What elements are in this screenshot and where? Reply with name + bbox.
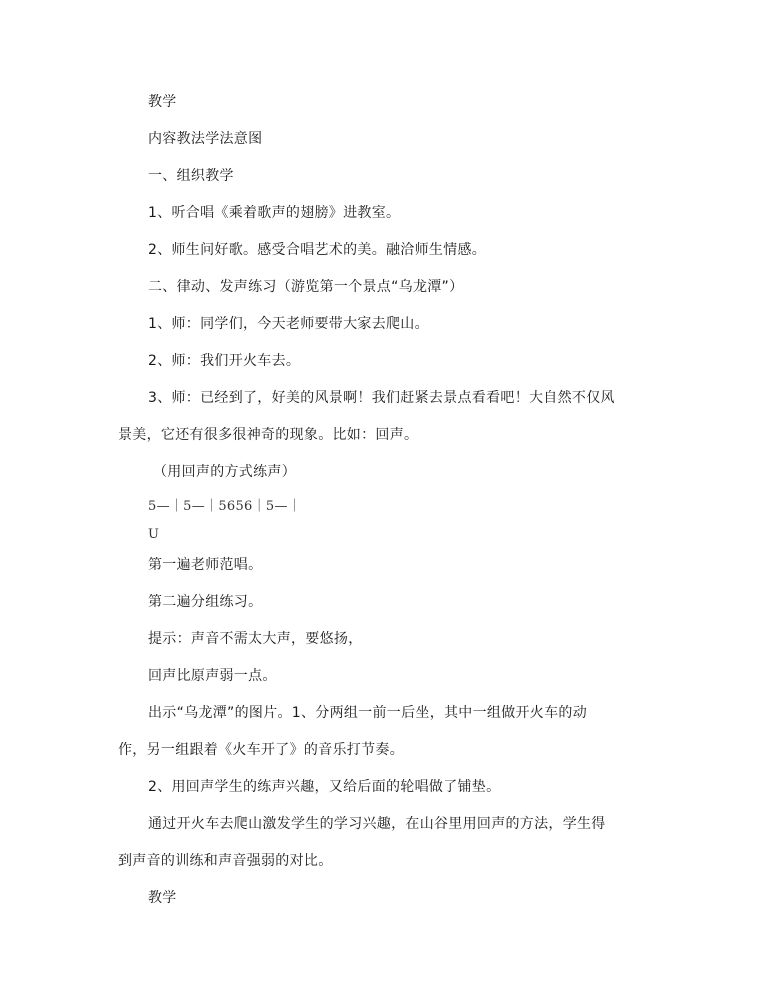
section-heading: 教学 [148,94,177,110]
paragraph-line: 1、听合唱《乘着歌声的翅膀》进教室。 [148,205,401,221]
paragraph-line: 作，另一组跟着《火车开了》的音乐打节奏。 [118,742,404,758]
paragraph-line: 1、师：同学们，今天老师要带大家去爬山。 [148,316,429,332]
paragraph-line: 通过开火车去爬山激发学生的学习兴趣，在山谷里用回声的方法，学生得 [148,816,606,832]
paragraph-line: 2、师生问好歌。感受合唱艺术的美。融洽师生情感。 [148,242,487,258]
paragraph-line: 到声音的训练和声音强弱的对比。 [118,853,333,869]
paragraph-line: 景美，它还有很多很神奇的现象。比如：回声。 [118,427,419,443]
paragraph-line: 3、师：已经到了，好美的风景啊！我们赶紧去景点看看吧！大自然不仅风 [148,390,615,406]
paragraph-line: 提示：声音不需太大声，要悠扬， [148,631,363,647]
section-heading: 教学 [148,890,177,906]
paragraph-line: 2、师：我们开火车去。 [148,353,301,369]
paragraph-line: 出示“乌龙潭”的图片。1、分两组一前一后坐，其中一组做开火车的动 [148,705,588,721]
section-heading: 二、律动、发声练习（游览第一个景点“乌龙潭”） [148,279,464,295]
column-header-line: 内容教法学法意图 [148,131,263,147]
paragraph-line: 第一遍老师范唱。 [148,557,263,573]
music-notation-mark: U [148,527,160,542]
paragraph-line: 2、用回声学生的练声兴趣，又给后面的轮唱做了铺垫。 [148,779,501,795]
section-heading: 一、组织教学 [148,168,234,184]
paragraph-line: 回声比原声弱一点。 [148,668,277,684]
music-notation-line: 5—｜5—｜5656｜5—｜ [148,499,302,514]
paragraph-line: （用回声的方式练声） [153,464,296,480]
paragraph-line: 第二遍分组练习。 [148,594,263,610]
